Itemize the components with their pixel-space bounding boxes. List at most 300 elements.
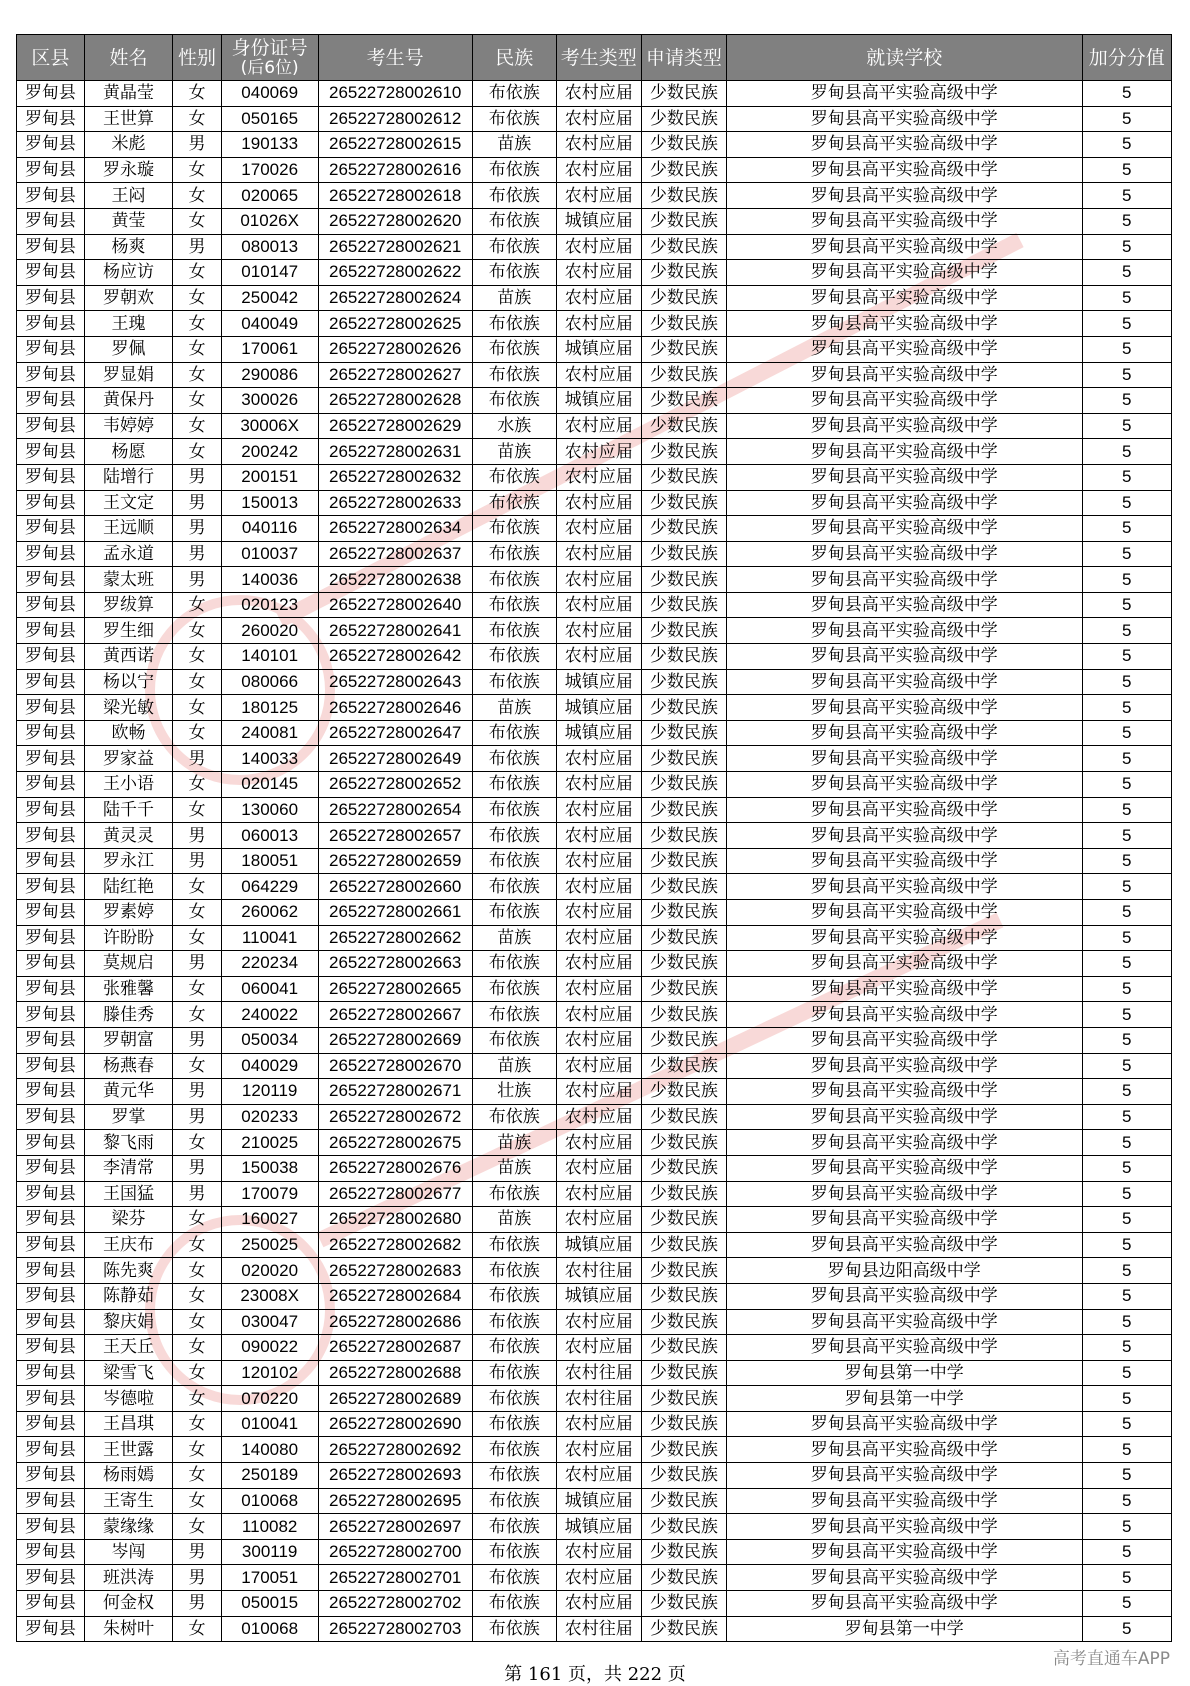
cell-candidate-type: 农村应届 — [556, 1309, 641, 1335]
cell-name: 李清常 — [84, 1155, 172, 1181]
cell-school: 罗甸县高平实验高级中学 — [726, 157, 1082, 183]
cell-bonus-points: 5 — [1082, 874, 1172, 900]
cell-school: 罗甸县高平实验高级中学 — [726, 618, 1082, 644]
cell-bonus-points: 5 — [1082, 490, 1172, 516]
cell-school: 罗甸县高平实验高级中学 — [726, 925, 1082, 951]
table-row — [17, 1002, 1172, 1028]
cell-exam-number: 26522728002638 — [318, 567, 472, 593]
cell-gender: 男 — [173, 567, 221, 593]
cell-name: 罗朝欢 — [84, 285, 172, 311]
cell-application-type: 少数民族 — [641, 772, 726, 798]
cell-bonus-points: 5 — [1082, 132, 1172, 158]
cell-exam-number: 26522728002675 — [318, 1130, 472, 1156]
cell-application-type: 少数民族 — [641, 1565, 726, 1591]
cell-candidate-type: 城镇应届 — [556, 669, 641, 695]
cell-id-last6: 020065 — [221, 183, 318, 209]
cell-ethnicity: 布依族 — [472, 1002, 556, 1028]
cell-bonus-points: 5 — [1082, 900, 1172, 926]
cell-exam-number: 26522728002646 — [318, 695, 472, 721]
cell-bonus-points: 5 — [1082, 720, 1172, 746]
cell-exam-number: 26522728002697 — [318, 1514, 472, 1540]
cell-bonus-points: 5 — [1082, 976, 1172, 1002]
cell-district: 罗甸县 — [17, 1053, 85, 1079]
cell-candidate-type: 农村应届 — [556, 976, 641, 1002]
cell-school: 罗甸县第一中学 — [726, 1360, 1082, 1386]
cell-exam-number: 26522728002660 — [318, 874, 472, 900]
cell-bonus-points: 5 — [1082, 157, 1172, 183]
cell-application-type: 少数民族 — [641, 1079, 726, 1105]
cell-ethnicity: 布依族 — [472, 951, 556, 977]
cell-name: 王小语 — [84, 772, 172, 798]
table-row — [17, 925, 1172, 951]
cell-name: 张雅馨 — [84, 976, 172, 1002]
cell-gender: 女 — [173, 1309, 221, 1335]
cell-district: 罗甸县 — [17, 1616, 85, 1642]
cell-application-type: 少数民族 — [641, 900, 726, 926]
cell-school: 罗甸县高平实验高级中学 — [726, 464, 1082, 490]
cell-candidate-type: 农村应届 — [556, 157, 641, 183]
cell-bonus-points: 5 — [1082, 439, 1172, 465]
cell-name: 米彪 — [84, 132, 172, 158]
cell-id-last6: 180051 — [221, 848, 318, 874]
cell-application-type: 少数民族 — [641, 1591, 726, 1617]
cell-application-type: 少数民族 — [641, 1155, 726, 1181]
cell-exam-number: 26522728002637 — [318, 541, 472, 567]
cell-exam-number: 26522728002690 — [318, 1411, 472, 1437]
cell-ethnicity: 布依族 — [472, 1027, 556, 1053]
cell-gender: 女 — [173, 644, 221, 670]
cell-bonus-points: 5 — [1082, 1488, 1172, 1514]
cell-school: 罗甸县高平实验高级中学 — [726, 1335, 1082, 1361]
cell-ethnicity: 布依族 — [472, 1181, 556, 1207]
cell-name: 王国猛 — [84, 1181, 172, 1207]
cell-id-last6: 260020 — [221, 618, 318, 644]
cell-id-last6: 010147 — [221, 260, 318, 286]
app-watermark: 高考直通车APP — [1052, 1649, 1170, 1669]
cell-application-type: 少数民族 — [641, 823, 726, 849]
cell-school: 罗甸县高平实验高级中学 — [726, 669, 1082, 695]
candidate-table-container — [16, 34, 1172, 1642]
cell-ethnicity: 布依族 — [472, 157, 556, 183]
cell-bonus-points: 5 — [1082, 1130, 1172, 1156]
cell-candidate-type: 城镇应届 — [556, 1283, 641, 1309]
cell-district: 罗甸县 — [17, 208, 85, 234]
cell-application-type: 少数民族 — [641, 1437, 726, 1463]
cell-bonus-points: 5 — [1082, 1258, 1172, 1284]
cell-district: 罗甸县 — [17, 1130, 85, 1156]
cell-district: 罗甸县 — [17, 1309, 85, 1335]
cell-exam-number: 26522728002654 — [318, 797, 472, 823]
cell-school: 罗甸县高平实验高级中学 — [726, 720, 1082, 746]
cell-candidate-type: 城镇应届 — [556, 1514, 641, 1540]
cell-exam-number: 26522728002625 — [318, 311, 472, 337]
cell-name: 罗永璇 — [84, 157, 172, 183]
cell-application-type: 少数民族 — [641, 81, 726, 107]
cell-ethnicity: 苗族 — [472, 1155, 556, 1181]
cell-school: 罗甸县高平实验高级中学 — [726, 1232, 1082, 1258]
cell-id-last6: 040116 — [221, 516, 318, 542]
cell-district: 罗甸县 — [17, 720, 85, 746]
cell-district: 罗甸县 — [17, 362, 85, 388]
cell-gender: 女 — [173, 81, 221, 107]
cell-exam-number: 26522728002686 — [318, 1309, 472, 1335]
cell-name: 欧畅 — [84, 720, 172, 746]
cell-school: 罗甸县高平实验高级中学 — [726, 772, 1082, 798]
cell-exam-number: 26522728002643 — [318, 669, 472, 695]
cell-bonus-points: 5 — [1082, 183, 1172, 209]
cell-application-type: 少数民族 — [641, 1309, 726, 1335]
cell-gender: 女 — [173, 1514, 221, 1540]
table-row — [17, 81, 1172, 107]
cell-bonus-points: 5 — [1082, 362, 1172, 388]
cell-school: 罗甸县高平实验高级中学 — [726, 695, 1082, 721]
cell-school: 罗甸县高平实验高级中学 — [726, 1053, 1082, 1079]
cell-gender: 女 — [173, 976, 221, 1002]
cell-exam-number: 26522728002627 — [318, 362, 472, 388]
cell-ethnicity: 布依族 — [472, 311, 556, 337]
cell-name: 何金权 — [84, 1591, 172, 1617]
cell-exam-number: 26522728002649 — [318, 746, 472, 772]
cell-gender: 男 — [173, 823, 221, 849]
cell-school: 罗甸县高平实验高级中学 — [726, 1104, 1082, 1130]
cell-district: 罗甸县 — [17, 848, 85, 874]
table-row — [17, 132, 1172, 158]
table-row — [17, 413, 1172, 439]
cell-ethnicity: 布依族 — [472, 1335, 556, 1361]
cell-exam-number: 26522728002682 — [318, 1232, 472, 1258]
cell-exam-number: 26522728002640 — [318, 592, 472, 618]
cell-ethnicity: 布依族 — [472, 208, 556, 234]
table-row — [17, 976, 1172, 1002]
cell-name: 岑德啦 — [84, 1386, 172, 1412]
cell-application-type: 少数民族 — [641, 106, 726, 132]
cell-id-last6: 23008X — [221, 1283, 318, 1309]
cell-ethnicity: 布依族 — [472, 362, 556, 388]
cell-bonus-points: 5 — [1082, 1079, 1172, 1105]
cell-ethnicity: 布依族 — [472, 183, 556, 209]
cell-application-type: 少数民族 — [641, 618, 726, 644]
cell-school: 罗甸县高平实验高级中学 — [726, 1002, 1082, 1028]
cell-candidate-type: 农村应届 — [556, 1591, 641, 1617]
cell-ethnicity: 布依族 — [472, 1591, 556, 1617]
cell-exam-number: 26522728002703 — [318, 1616, 472, 1642]
cell-district: 罗甸县 — [17, 464, 85, 490]
col-header-application-type: 申请类型 — [641, 35, 726, 81]
cell-bonus-points: 5 — [1082, 1360, 1172, 1386]
cell-name: 梁芬 — [84, 1207, 172, 1233]
cell-exam-number: 26522728002688 — [318, 1360, 472, 1386]
cell-id-last6: 01026X — [221, 208, 318, 234]
cell-application-type: 少数民族 — [641, 976, 726, 1002]
cell-application-type: 少数民族 — [641, 285, 726, 311]
cell-bonus-points: 5 — [1082, 823, 1172, 849]
cell-id-last6: 040069 — [221, 81, 318, 107]
cell-id-last6: 250025 — [221, 1232, 318, 1258]
cell-ethnicity: 苗族 — [472, 1207, 556, 1233]
cell-bonus-points: 5 — [1082, 695, 1172, 721]
cell-application-type: 少数民族 — [641, 516, 726, 542]
cell-school: 罗甸县高平实验高级中学 — [726, 874, 1082, 900]
cell-bonus-points: 5 — [1082, 1283, 1172, 1309]
cell-ethnicity: 布依族 — [472, 1360, 556, 1386]
cell-school: 罗甸县高平实验高级中学 — [726, 541, 1082, 567]
cell-exam-number: 26522728002641 — [318, 618, 472, 644]
cell-ethnicity: 水族 — [472, 413, 556, 439]
cell-exam-number: 26522728002633 — [318, 490, 472, 516]
col-header-id-line2: (后6位) — [240, 57, 299, 78]
cell-candidate-type: 农村应届 — [556, 1053, 641, 1079]
cell-candidate-type: 农村往届 — [556, 1360, 641, 1386]
cell-gender: 男 — [173, 132, 221, 158]
cell-bonus-points: 5 — [1082, 464, 1172, 490]
cell-ethnicity: 布依族 — [472, 720, 556, 746]
cell-candidate-type: 农村应届 — [556, 260, 641, 286]
cell-school: 罗甸县高平实验高级中学 — [726, 1463, 1082, 1489]
cell-gender: 女 — [173, 336, 221, 362]
cell-ethnicity: 布依族 — [472, 823, 556, 849]
cell-id-last6: 240022 — [221, 1002, 318, 1028]
cell-ethnicity: 布依族 — [472, 1283, 556, 1309]
cell-candidate-type: 农村应届 — [556, 413, 641, 439]
cell-district: 罗甸县 — [17, 336, 85, 362]
cell-district: 罗甸县 — [17, 1488, 85, 1514]
table-row — [17, 490, 1172, 516]
cell-school: 罗甸县高平实验高级中学 — [726, 848, 1082, 874]
col-header-id-line1: 身份证号 — [231, 36, 308, 59]
cell-exam-number: 26522728002702 — [318, 1591, 472, 1617]
cell-id-last6: 020145 — [221, 772, 318, 798]
cell-application-type: 少数民族 — [641, 669, 726, 695]
cell-application-type: 少数民族 — [641, 848, 726, 874]
cell-name: 王远顺 — [84, 516, 172, 542]
cell-gender: 男 — [173, 1181, 221, 1207]
cell-gender: 女 — [173, 1411, 221, 1437]
cell-bonus-points: 5 — [1082, 848, 1172, 874]
cell-school: 罗甸县高平实验高级中学 — [726, 234, 1082, 260]
cell-bonus-points: 5 — [1082, 208, 1172, 234]
cell-name: 王世露 — [84, 1437, 172, 1463]
table-row — [17, 1335, 1172, 1361]
cell-exam-number: 26522728002695 — [318, 1488, 472, 1514]
cell-candidate-type: 农村应届 — [556, 1130, 641, 1156]
cell-exam-number: 26522728002620 — [318, 208, 472, 234]
cell-gender: 男 — [173, 746, 221, 772]
cell-gender: 男 — [173, 1027, 221, 1053]
cell-application-type: 少数民族 — [641, 132, 726, 158]
cell-id-last6: 260062 — [221, 900, 318, 926]
cell-district: 罗甸县 — [17, 1463, 85, 1489]
cell-candidate-type: 农村应届 — [556, 772, 641, 798]
cell-district: 罗甸县 — [17, 976, 85, 1002]
cell-school: 罗甸县高平实验高级中学 — [726, 951, 1082, 977]
cell-district: 罗甸县 — [17, 644, 85, 670]
cell-ethnicity: 苗族 — [472, 132, 556, 158]
cell-exam-number: 26522728002672 — [318, 1104, 472, 1130]
cell-exam-number: 26522728002659 — [318, 848, 472, 874]
cell-name: 王天丘 — [84, 1335, 172, 1361]
cell-id-last6: 160027 — [221, 1207, 318, 1233]
cell-gender: 女 — [173, 388, 221, 414]
cell-exam-number: 26522728002667 — [318, 1002, 472, 1028]
cell-candidate-type: 农村往届 — [556, 1616, 641, 1642]
cell-candidate-type: 农村往届 — [556, 1258, 641, 1284]
cell-id-last6: 080013 — [221, 234, 318, 260]
cell-school: 罗甸县高平实验高级中学 — [726, 746, 1082, 772]
cell-application-type: 少数民族 — [641, 439, 726, 465]
cell-bonus-points: 5 — [1082, 1309, 1172, 1335]
cell-exam-number: 26522728002680 — [318, 1207, 472, 1233]
cell-gender: 女 — [173, 439, 221, 465]
cell-application-type: 少数民族 — [641, 336, 726, 362]
cell-candidate-type: 农村应届 — [556, 1181, 641, 1207]
cell-candidate-type: 农村应届 — [556, 951, 641, 977]
cell-district: 罗甸县 — [17, 439, 85, 465]
cell-ethnicity: 布依族 — [472, 618, 556, 644]
cell-gender: 女 — [173, 720, 221, 746]
cell-school: 罗甸县高平实验高级中学 — [726, 490, 1082, 516]
cell-id-last6: 170051 — [221, 1565, 318, 1591]
cell-gender: 女 — [173, 1232, 221, 1258]
cell-name: 杨雨嫣 — [84, 1463, 172, 1489]
cell-exam-number: 26522728002662 — [318, 925, 472, 951]
cell-district: 罗甸县 — [17, 1027, 85, 1053]
cell-candidate-type: 城镇应届 — [556, 336, 641, 362]
cell-district: 罗甸县 — [17, 1539, 85, 1565]
cell-gender: 男 — [173, 1104, 221, 1130]
cell-district: 罗甸县 — [17, 1565, 85, 1591]
cell-id-last6: 170026 — [221, 157, 318, 183]
cell-application-type: 少数民族 — [641, 1411, 726, 1437]
cell-district: 罗甸县 — [17, 1386, 85, 1412]
col-header-candidate-type: 考生类型 — [556, 35, 641, 81]
cell-bonus-points: 5 — [1082, 388, 1172, 414]
cell-gender: 男 — [173, 1539, 221, 1565]
cell-name: 罗生细 — [84, 618, 172, 644]
cell-district: 罗甸县 — [17, 823, 85, 849]
cell-name: 陆千千 — [84, 797, 172, 823]
cell-district: 罗甸县 — [17, 1232, 85, 1258]
cell-id-last6: 070220 — [221, 1386, 318, 1412]
cell-ethnicity: 布依族 — [472, 260, 556, 286]
cell-exam-number: 26522728002610 — [318, 81, 472, 107]
cell-district: 罗甸县 — [17, 183, 85, 209]
cell-name: 蒙太班 — [84, 567, 172, 593]
cell-school: 罗甸县高平实验高级中学 — [726, 336, 1082, 362]
cell-bonus-points: 5 — [1082, 311, 1172, 337]
cell-ethnicity: 苗族 — [472, 285, 556, 311]
cell-id-last6: 050034 — [221, 1027, 318, 1053]
cell-bonus-points: 5 — [1082, 336, 1172, 362]
table-row — [17, 106, 1172, 132]
cell-school: 罗甸县高平实验高级中学 — [726, 1309, 1082, 1335]
candidate-table — [16, 34, 1172, 1642]
cell-gender: 女 — [173, 1488, 221, 1514]
table-row — [17, 464, 1172, 490]
cell-school: 罗甸县高平实验高级中学 — [726, 1488, 1082, 1514]
cell-ethnicity: 布依族 — [472, 1386, 556, 1412]
cell-name: 黎飞雨 — [84, 1130, 172, 1156]
table-row — [17, 541, 1172, 567]
cell-ethnicity: 苗族 — [472, 695, 556, 721]
cell-exam-number: 26522728002657 — [318, 823, 472, 849]
table-row — [17, 951, 1172, 977]
cell-gender: 男 — [173, 951, 221, 977]
cell-candidate-type: 农村应届 — [556, 823, 641, 849]
cell-id-last6: 240081 — [221, 720, 318, 746]
cell-bonus-points: 5 — [1082, 925, 1172, 951]
cell-ethnicity: 苗族 — [472, 1053, 556, 1079]
cell-gender: 女 — [173, 618, 221, 644]
cell-bonus-points: 5 — [1082, 81, 1172, 107]
cell-exam-number: 26522728002632 — [318, 464, 472, 490]
cell-district: 罗甸县 — [17, 81, 85, 107]
table-row — [17, 567, 1172, 593]
table-row — [17, 1283, 1172, 1309]
cell-school: 罗甸县高平实验高级中学 — [726, 388, 1082, 414]
cell-candidate-type: 农村应届 — [556, 592, 641, 618]
cell-gender: 女 — [173, 362, 221, 388]
cell-ethnicity: 布依族 — [472, 106, 556, 132]
cell-district: 罗甸县 — [17, 618, 85, 644]
cell-school: 罗甸县高平实验高级中学 — [726, 1539, 1082, 1565]
cell-application-type: 少数民族 — [641, 208, 726, 234]
cell-bonus-points: 5 — [1082, 797, 1172, 823]
cell-gender: 女 — [173, 1335, 221, 1361]
cell-school: 罗甸县高平实验高级中学 — [726, 183, 1082, 209]
cell-application-type: 少数民族 — [641, 1130, 726, 1156]
table-row — [17, 285, 1172, 311]
table-row — [17, 823, 1172, 849]
cell-name: 黄保丹 — [84, 388, 172, 414]
cell-application-type: 少数民族 — [641, 234, 726, 260]
cell-id-last6: 300119 — [221, 1539, 318, 1565]
cell-id-last6: 060013 — [221, 823, 318, 849]
cell-id-last6: 120119 — [221, 1079, 318, 1105]
cell-district: 罗甸县 — [17, 1079, 85, 1105]
cell-ethnicity: 布依族 — [472, 1309, 556, 1335]
cell-id-last6: 060041 — [221, 976, 318, 1002]
cell-candidate-type: 农村应届 — [556, 362, 641, 388]
cell-name: 黄晶莹 — [84, 81, 172, 107]
cell-district: 罗甸县 — [17, 311, 85, 337]
cell-candidate-type: 农村应届 — [556, 644, 641, 670]
cell-id-last6: 200242 — [221, 439, 318, 465]
cell-name: 班洪涛 — [84, 1565, 172, 1591]
cell-ethnicity: 布依族 — [472, 1565, 556, 1591]
cell-gender: 女 — [173, 1386, 221, 1412]
cell-school: 罗甸县高平实验高级中学 — [726, 1027, 1082, 1053]
cell-exam-number: 26522728002647 — [318, 720, 472, 746]
cell-bonus-points: 5 — [1082, 1565, 1172, 1591]
cell-application-type: 少数民族 — [641, 1616, 726, 1642]
cell-district: 罗甸县 — [17, 1104, 85, 1130]
cell-district: 罗甸县 — [17, 1360, 85, 1386]
cell-candidate-type: 农村应届 — [556, 516, 641, 542]
cell-bonus-points: 5 — [1082, 567, 1172, 593]
cell-ethnicity: 苗族 — [472, 925, 556, 951]
cell-name: 黄元华 — [84, 1079, 172, 1105]
cell-gender: 女 — [173, 157, 221, 183]
cell-district: 罗甸县 — [17, 1437, 85, 1463]
cell-district: 罗甸县 — [17, 516, 85, 542]
cell-candidate-type: 农村应届 — [556, 183, 641, 209]
cell-school: 罗甸县高平实验高级中学 — [726, 1155, 1082, 1181]
cell-id-last6: 150038 — [221, 1155, 318, 1181]
table-row — [17, 1437, 1172, 1463]
cell-name: 王世算 — [84, 106, 172, 132]
cell-candidate-type: 农村应届 — [556, 106, 641, 132]
cell-name: 梁光敏 — [84, 695, 172, 721]
